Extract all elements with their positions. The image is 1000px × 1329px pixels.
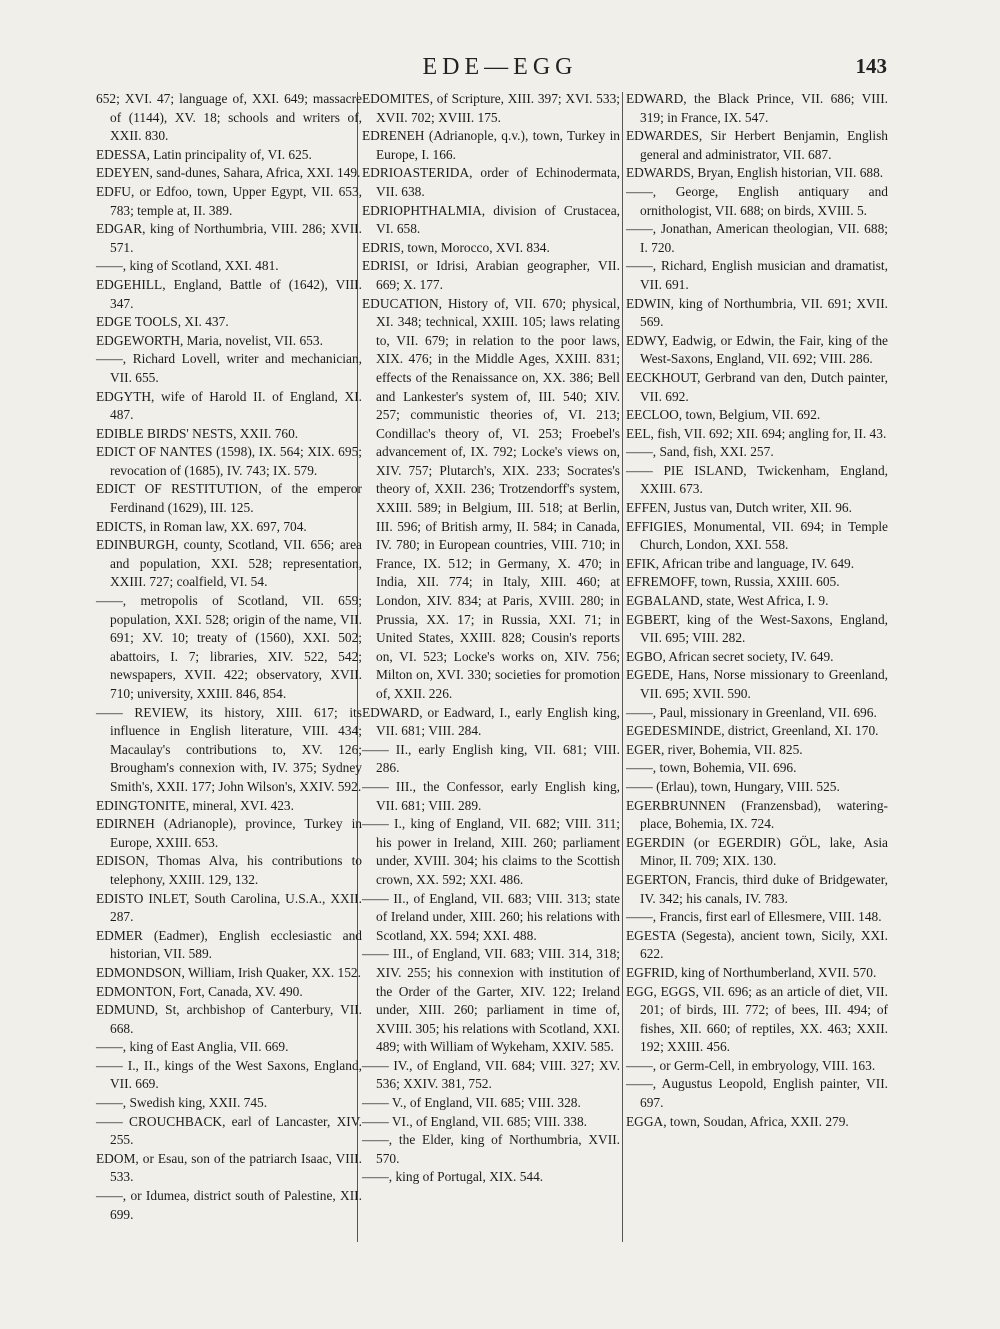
index-entry: EDGEHILL, England, Battle of (1642), VIII. 347. (96, 276, 362, 311)
index-column-1 (96, 90, 362, 1224)
index-entry: EDGEWORTH, Maria, novelist, VII. 653. (96, 332, 323, 348)
index-entry: ——, town, Bohemia, VII. 696. (626, 760, 797, 776)
index-entry: —— VI., of England, VII. 685; VIII. 338. (362, 1113, 588, 1129)
index-entry: EDESSA, Latin principality of, VI. 625. (96, 146, 312, 162)
index-entry: EGFRID, king of Northumberland, XVII. 570. (626, 964, 877, 980)
index-entry: EDRIOASTERIDA, order of Echinodermata, VII. 638. (362, 165, 620, 199)
index-entry: —— CROUCHBACK, earl of Lancaster, XIV. 255. (96, 1113, 362, 1148)
index-entry: ——, the Elder, king of Northumbria, XVII. 570. (362, 1132, 620, 1166)
index-entry: ——, Francis, first earl of Ellesmere, VIII. 148. (626, 909, 882, 925)
index-entry: EECKHOUT, Gerbrand van den, Dutch painter, VII. 692. (626, 369, 888, 404)
index-entry: EDWARD, or Eadward, I., early English king, VII. 681; VIII. 284. (362, 704, 620, 739)
index-entry: —— I., king of England, VII. 682; VIII. 311; his power in Ireland, XIII. 260; parliament under, XVIII. 304; his claims to the Scottish crown, XX. 592; XXI. 486. (362, 816, 620, 887)
index-entry: EDIRNEH (Adrianople), province, Turkey in Europe, XXIII. 653. (96, 816, 362, 850)
index-entry: EDICT OF NANTES (1598), IX. 564; XIX. 695; revocation of (1685), IV. 743; IX. 579. (96, 444, 362, 478)
index-entry: ——, Augustus Leopold, English painter, VII. 697. (626, 1076, 888, 1111)
index-entry: —— PIE ISLAND, Twickenham, England, XXIII. 673. (626, 462, 888, 497)
index-entry: EDMUND, St, archbishop of Canterbury, VII. 668. (96, 1002, 362, 1036)
index-entry: EGBO, African secret society, IV. 649. (626, 648, 834, 664)
index-entry: —— IV., of England, VII. 684; VIII. 327; XV. 536; XXIV. 381, 752. (362, 1057, 620, 1092)
column-divider (622, 92, 623, 1242)
page-header (0, 50, 1000, 90)
index-entry: EDEYEN, sand-dunes, Sahara, Africa, XXI. 149. (96, 165, 361, 181)
index-entry: EDRIOPHTHALMIA, division of Crustacea, VI. 658. (362, 202, 620, 237)
index-entry: EFFIGIES, Monumental, VII. 694; in Temple Church, London, XXI. 558. (626, 518, 888, 553)
index-entry: EDOM, or Esau, son of the patriarch Isaac, VIII. 533. (96, 1150, 362, 1185)
index-entry: EDWARDS, Bryan, English historian, VII. 688. (626, 165, 884, 181)
index-entry: EGEDESMINDE, district, Greenland, XI. 170. (626, 723, 879, 739)
index-entry: —— III., the Confessor, early English king, VII. 681; VIII. 289. (362, 778, 620, 813)
index-entry: EFFEN, Justus van, Dutch writer, XII. 96. (626, 500, 852, 516)
index-entry: EGESTA (Segesta), ancient town, Sicily, XXI. 622. (626, 927, 888, 962)
index-entry: EFREMOFF, town, Russia, XXIII. 605. (626, 574, 840, 590)
index-entry: ——, George, English antiquary and ornithologist, VII. 688; on birds, XVIII. 5. (626, 183, 888, 218)
index-entry: ——, Jonathan, American theologian, VII. 688; I. 720. (626, 221, 888, 255)
index-entry: EGEDE, Hans, Norse missionary to Greenland, VII. 695; XVII. 590. (626, 667, 888, 701)
index-entry: EDGYTH, wife of Harold II. of England, XI. 487. (96, 388, 362, 423)
index-entry: —— III., of England, VII. 683; VIII. 314, 318; XIV. 255; his connexion with institution of the Order of the Garter, XIV. 122; Ireland under, XIII. 260; parliament in time of, XVIII. 305; his relations with Scotland, XXI. 489; with William of Wykeham, XXIV. 585. (362, 946, 620, 1055)
index-entry: —— II., of England, VII. 683; VIII. 313; state of Ireland under, XIII. 260; his relations with Scotland, XX. 594; XXI. 488. (362, 890, 620, 943)
index-entry: ——, Swedish king, XXII. 745. (96, 1095, 268, 1111)
index-entry: EDRIS, town, Morocco, XVI. 834. (362, 239, 550, 255)
index-entry: —— II., early English king, VII. 681; VIII. 286. (362, 741, 620, 776)
index-entry: EGBERT, king of the West-Saxons, England, VII. 695; VIII. 282. (626, 611, 888, 646)
index-entry: —— (Erlau), town, Hungary, VIII. 525. (626, 778, 840, 794)
index-entry: ——, or Idumea, district south of Palestine, XII. 699. (96, 1188, 362, 1222)
index-entry: ——, Sand, fish, XXI. 257. (626, 444, 774, 460)
index-column-2 (362, 90, 620, 1187)
index-entry: EFIK, African tribe and language, IV. 649. (626, 555, 855, 571)
index-entry: EGERDIN (or EGERDIR) GÖL, lake, Asia Minor, II. 709; XIX. 130. (626, 834, 888, 869)
index-entry: —— REVIEW, its history, XIII. 617; its influence in English literature, VIII. 434; Macaulay's contributions to, XV. 126; Brougham's connexion with, IV. 375; Sydney Smith's, XXII. 177; John Wilson's, XXIV. 592. (96, 704, 362, 794)
index-entry: EDOMITES, of Scripture, XIII. 397; XVI. 533; XVII. 702; XVIII. 175. (362, 91, 620, 125)
index-entry: EGERTON, Francis, third duke of Bridgewater, IV. 342; his canals, IV. 783. (626, 871, 888, 906)
index-entry: ——, Richard, English musician and dramatist, VII. 691. (626, 258, 888, 292)
index-entry: EDWY, Eadwig, or Edwin, the Fair, king of the West-Saxons, England, VII. 692; VIII. 286. (626, 332, 888, 367)
index-entry: EDFU, or Edfoo, town, Upper Egypt, VII. 653, 783; temple at, II. 389. (96, 183, 362, 218)
index-entry: EGGA, town, Soudan, Africa, XXII. 279. (626, 1113, 849, 1129)
index-entry: EDIBLE BIRDS' NESTS, XXII. 760. (96, 425, 299, 441)
index-entry: EDUCATION, History of, VII. 670; physical, XI. 348; technical, XXIII. 105; laws relating to, VII. 679; in relation to the poor laws, XIX. 476; in the Middle Ages, XXIII. 831; effects of the Renaissance on, XX. 386; Bell and Lankester's system of, III. 540; XIV. 257; communistic theories of, VI. 213; Condillac's theory of, VI. 253; Froebel's advancement of, IX. 792; Locke's views on, XIV. 757; Plutarch's, XIX. 233; Socrates's theory of, XXII. 236; Trotzendorff's system, XXIII. 589; in Belgium, III. 518; at Berlin, III. 596; of British army, II. 584; in Canada, IV. 780; in European countries, VIII. 710; in France, IX. 512; in Germany, X. 470; in India, XII. 774; in Italy, XIII. 460; at London, XIV. 834; at Paris, XVIII. 280; in Prussia, XX. 17; in Russia, XXI. 71; in United States, XXIII. 828; Cousin's reports on, VI. 523; Locke's works on, XIV. 756; Milton on, XVI. 330; societies for promotion of, XXII. 226. (362, 295, 620, 701)
index-entry: EGERBRUNNEN (Franzensbad), watering-place, Bohemia, IX. 724. (626, 797, 888, 832)
index-entry: 652; XVI. 47; language of, XXI. 649; massacre of (1144), XV. 18; schools and writers of, XXII. 830. (96, 91, 362, 144)
index-entry: EDWARD, the Black Prince, VII. 686; VIII. 319; in France, IX. 547. (626, 91, 888, 125)
index-column-3 (626, 90, 888, 1131)
index-entry: EDICTS, in Roman law, XX. 697, 704. (96, 518, 307, 534)
index-entry: EDINGTONITE, mineral, XVI. 423. (96, 797, 294, 813)
index-entry: EDISON, Thomas Alva, his contributions to telephony, XXIII. 129, 132. (96, 853, 362, 887)
index-entry: ——, metropolis of Scotland, VII. 659; population, XXI. 528; origin of the name, VII. 691; XV. 10; treaty of (1560), XXI. 502; abattoirs, I. 7; libraries, XIV. 522, 542; newspapers, XVII. 422; observatory, XVII. 710; university, XXIII. 846, 854. (96, 593, 362, 701)
index-entry: ——, king of East Anglia, VII. 669. (96, 1039, 289, 1055)
index-entry: ——, king of Portugal, XIX. 544. (362, 1169, 544, 1185)
index-entry: —— V., of England, VII. 685; VIII. 328. (362, 1095, 581, 1111)
running-head: EDE—EGG (422, 54, 578, 80)
index-entry: EECLOO, town, Belgium, VII. 692. (626, 407, 821, 423)
index-entry: —— I., II., kings of the West Saxons, England, VII. 669. (96, 1057, 362, 1092)
index-entry: ——, Paul, missionary in Greenland, VII. 696. (626, 704, 877, 720)
index-entry: EGER, river, Bohemia, VII. 825. (626, 741, 803, 757)
index-entry: EDICT OF RESTITUTION, of the emperor Ferdinand (1629), III. 125. (96, 481, 362, 516)
index-entry: EDWARDES, Sir Herbert Benjamin, English general and administrator, VII. 687. (626, 128, 888, 162)
index-entry: EDGE TOOLS, XI. 437. (96, 314, 229, 330)
index-entry: EDRENEH (Adrianople, q.v.), town, Turkey in Europe, I. 166. (362, 128, 620, 162)
index-entry: EGG, EGGS, VII. 696; as an article of diet, VII. 201; of birds, III. 772; of bees, III. 494; of fishes, XII. 660; of reptiles, XX. 463; XXII. 192; XXIII. 456. (626, 983, 888, 1055)
index-entry: EGBALAND, state, West Africa, I. 9. (626, 593, 829, 609)
index-entry: EDMONDSON, William, Irish Quaker, XX. 152. (96, 964, 361, 980)
index-entry: ——, king of Scotland, XXI. 481. (96, 258, 279, 274)
index-entry: ——, Richard Lovell, writer and mechanician, VII. 655. (96, 351, 362, 385)
index-entry: EDGAR, king of Northumbria, VIII. 286; XVII. 571. (96, 221, 362, 255)
index-entry: EDISTO INLET, South Carolina, U.S.A., XXII. 287. (96, 890, 362, 925)
index-entry: EEL, fish, VII. 692; XII. 694; angling for, II. 43. (626, 425, 887, 441)
page-number: 143 (855, 54, 887, 78)
index-entry: EDMER (Eadmer), English ecclesiastic and historian, VII. 589. (96, 927, 362, 962)
index-entry: ——, or Germ-Cell, in embryology, VIII. 163. (626, 1057, 876, 1073)
index-entry: EDINBURGH, county, Scotland, VII. 656; area and population, XXI. 528; representation, XXIII. 727; coalfield, VI. 54. (96, 537, 362, 590)
index-entry: EDMONTON, Fort, Canada, XV. 490. (96, 983, 303, 999)
index-entry: EDWIN, king of Northumbria, VII. 691; XVII. 569. (626, 295, 888, 330)
index-entry: EDRISI, or Idrisi, Arabian geographer, VII. 669; X. 177. (362, 258, 620, 292)
